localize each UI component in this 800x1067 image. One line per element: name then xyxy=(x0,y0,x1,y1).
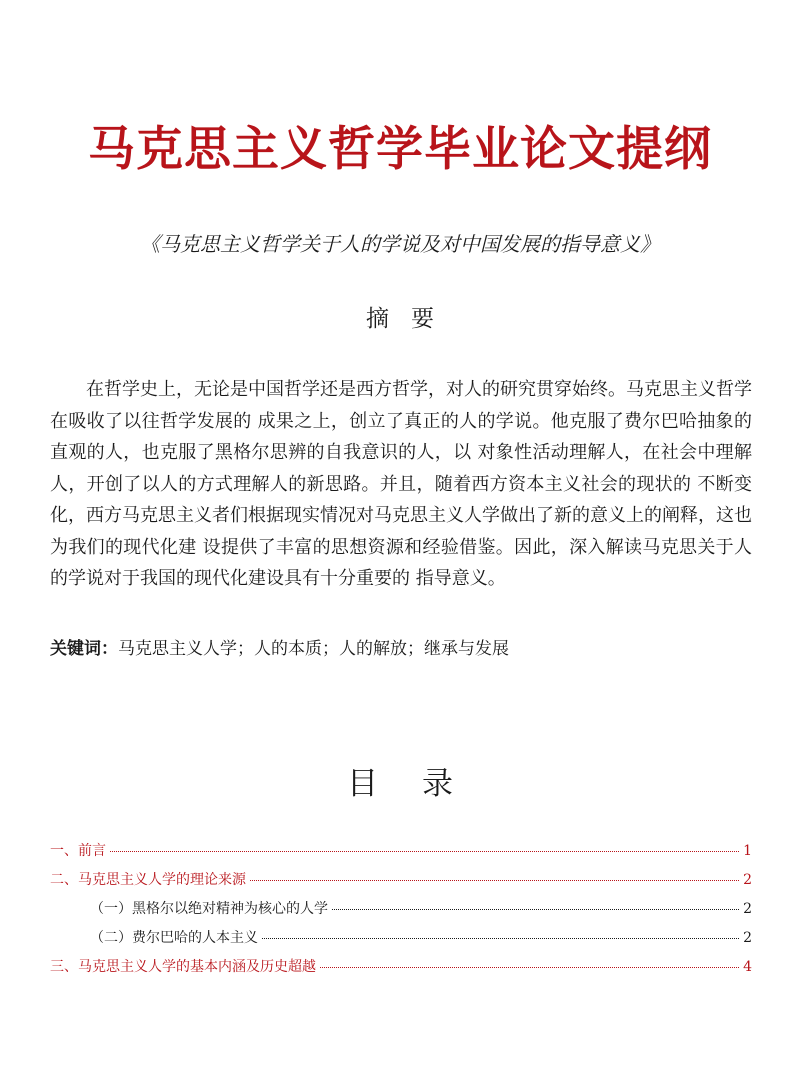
toc-page-number: 2 xyxy=(743,930,752,946)
document-subtitle: 《马克思主义哲学关于人的学说及对中国发展的指导意义》 xyxy=(140,232,660,256)
table-of-contents xyxy=(50,840,752,985)
toc-page-number: 1 xyxy=(743,843,752,859)
toc-entry-text: 三、马克思主义人学的基本内涵及历史超越 xyxy=(50,959,316,975)
keywords-label: 关键词： xyxy=(50,639,118,659)
toc-entry-text: 二、马克思主义人学的理论来源 xyxy=(50,872,246,888)
toc-entry-text: （一）黑格尔以绝对精神为核心的人学 xyxy=(90,901,328,917)
toc-entry-text: 一、前言 xyxy=(50,843,106,859)
toc-leader-dots xyxy=(110,851,739,852)
document-title: 马克思主义哲学毕业论文提纲 xyxy=(88,122,712,177)
toc-leader-dots xyxy=(320,967,739,968)
toc-entry-text: （二）费尔巴哈的人本主义 xyxy=(90,930,258,946)
toc-page-number: 2 xyxy=(743,901,752,917)
keywords-line xyxy=(50,634,752,659)
toc-entry-hegel[interactable] xyxy=(50,898,752,927)
toc-leader-dots xyxy=(332,909,739,910)
keywords-value: 马克思主义人学；人的本质；人的解放；继承与发展 xyxy=(118,639,509,659)
abstract-heading: 摘要 xyxy=(366,306,456,332)
toc-page-number: 2 xyxy=(743,872,752,888)
toc-entry-theoretical-sources[interactable] xyxy=(50,869,752,898)
toc-page-number: 4 xyxy=(743,959,752,975)
toc-heading: 目录 xyxy=(347,766,497,802)
toc-leader-dots xyxy=(250,880,739,881)
toc-entry-basic-connotation[interactable] xyxy=(50,956,752,985)
abstract-body: 在哲学史上，无论是中国哲学还是西方哲学，对人的研究贯穿始终。马克思主义哲学在吸收了以往哲学发展的 成果之上，创立了真正的人的学说。他克服了费尔巴哈抽象的直观的人，也克服了黑格尔思辨的自我意识的人，以 对象性活动理解人，在社会中理解人，开创了以人的方式理解人的新思路。并且，随着西方资本主义社会的现状的 不断变化，西方马克思主义者们根据现实情况对马克思主义人学做出了新的意义上的阐释，这也为我们的现代化建 设提供了丰富的思想资源和经验借鉴。因此，深入解读马克思关于人的学说对于我国的现代化建设具有十分重要的 指导意义。 xyxy=(50,379,752,589)
toc-leader-dots xyxy=(262,938,739,939)
toc-entry-preface[interactable] xyxy=(50,840,752,869)
toc-entry-feuerbach[interactable] xyxy=(50,927,752,956)
